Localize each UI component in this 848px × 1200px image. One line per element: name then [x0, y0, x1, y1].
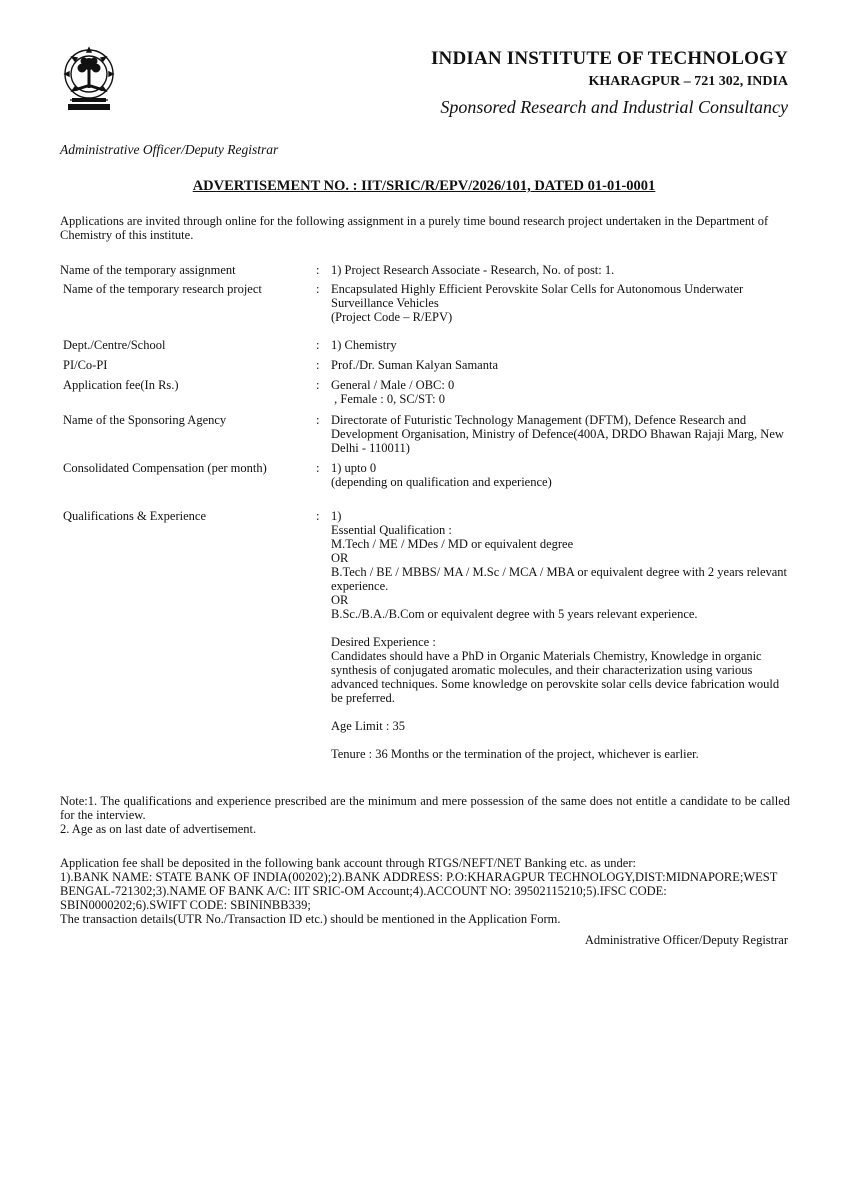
dept-label: Dept./Centre/School — [63, 338, 166, 352]
dept-value: 1) Chemistry — [331, 338, 397, 352]
intro-paragraph: Applications are invited through online for the following assignment in a purely time bound research project undertaken in the Department of Chemistry of this institute. — [60, 214, 769, 242]
or-separator: OR — [331, 551, 349, 565]
qualification-option-2: B.Tech / BE / MBBS/ MA / M.Sc / MCA / MBA or equivalent degree with 2 years relevant experience. — [331, 565, 788, 593]
institute-address: KHARAGPUR – 721 302, INDIA — [588, 74, 788, 89]
advertisement-title — [0, 178, 848, 195]
row-dept — [60, 338, 790, 358]
agency-label: Name of the Sponsoring Agency — [63, 413, 227, 427]
fee-general: General / Male / OBC: 0 — [331, 378, 455, 392]
project-code: (Project Code – R/EPV) — [331, 310, 453, 324]
colon: : — [316, 282, 320, 296]
row-agency — [60, 413, 790, 461]
assignment-label: Name of the temporary assignment — [60, 263, 236, 277]
row-qualifications — [60, 509, 790, 761]
bank-intro: Application fee shall be deposited in the following bank account through RTGS/NEFT/NET Banking etc. as under: — [60, 856, 636, 870]
colon: : — [316, 358, 320, 372]
bank-account-details: 1).BANK NAME: STATE BANK OF INDIA(00202);2).BANK ADDRESS: P.O:KHARAGPUR TECHNOLOGY,DIST:MIDNAPORE;WEST BENGAL-721302;3).NAME OF BANK A/C: IIT SRIC-OM Account;4).ACCOUNT NO: 39502115210;5).IFSC CODE: SBIN0000202;6).SWIFT CODE: SBININBB339; — [60, 870, 778, 912]
compensation-value: 1) upto 0 — [331, 461, 377, 475]
assignment-value: 1) Project Research Associate - Research, No. of post: 1. — [331, 263, 615, 277]
note-1: Note:1. The qualifications and experience prescribed are the minimum and mere possession of the same does not entitle a candidate to be called for the interview. — [60, 794, 790, 822]
qualifications-label: Qualifications & Experience — [63, 509, 206, 523]
institute-name: INDIAN INSTITUTE OF TECHNOLOGY — [430, 48, 788, 69]
note-2: 2. Age as on last date of advertisement. — [60, 822, 257, 836]
advertisement-number: ADVERTISEMENT NO. : IIT/SRIC/R/EPV/2026/101, DATED 01-01-0001 — [192, 178, 656, 194]
colon: : — [316, 378, 320, 392]
colon: : — [316, 263, 320, 277]
details-table — [60, 263, 790, 761]
bank-details — [60, 856, 790, 926]
qualification-number: 1) — [331, 509, 342, 523]
bank-transaction-note: The transaction details(UTR No./Transaction ID etc.) should be mentioned in the Application Form. — [60, 912, 561, 926]
desired-heading: Desired Experience : — [331, 635, 436, 649]
pi-label: PI/Co-PI — [63, 358, 108, 372]
signature: Administrative Officer/Deputy Registrar — [584, 933, 788, 947]
compensation-label: Consolidated Compensation (per month) — [63, 461, 267, 475]
colon: : — [316, 461, 320, 475]
compensation-note: (depending on qualification and experience) — [331, 475, 552, 489]
or-separator: OR — [331, 593, 349, 607]
project-label: Name of the temporary research project — [63, 282, 262, 296]
institute-header — [431, 48, 788, 119]
fee-label: Application fee(In Rs.) — [63, 378, 179, 392]
agency-value: Directorate of Futuristic Technology Management (DFTM), Defence Research and Development Organisation, Ministry of Defence(400A, DRDO Bhawan Rajaji Marg, New Delhi - 110011) — [331, 413, 784, 455]
row-pi — [60, 358, 790, 378]
tenure: Tenure : 36 Months or the termination of the project, whichever is earlier. — [331, 747, 699, 761]
colon: : — [316, 509, 320, 523]
qualification-option-1: M.Tech / ME / MDes / MD or equivalent degree — [331, 537, 574, 551]
row-compensation — [60, 461, 790, 509]
colon: : — [316, 338, 320, 352]
row-project — [60, 282, 790, 338]
colon: : — [316, 413, 320, 427]
desired-experience: Candidates should have a PhD in Organic Materials Chemistry, Knowledge in organic synthesis of conjugated aromatic molecules, and their characterization using various advanced techniques. Some knowledge on perovskite solar cells device fabrication would be preferred. — [331, 649, 780, 705]
pi-value: Prof./Dr. Suman Kalyan Samanta — [331, 358, 498, 372]
notes — [60, 794, 790, 836]
row-assignment — [60, 263, 790, 282]
project-title: Encapsulated Highly Efficient Perovskite Solar Cells for Autonomous Underwater Surveillance Vehicles — [331, 282, 744, 310]
department-name: Sponsored Research and Industrial Consultancy — [440, 97, 788, 117]
age-limit: Age Limit : 35 — [331, 719, 405, 733]
qualification-option-3: B.Sc./B.A./B.Com or equivalent degree with 5 years relevant experience. — [331, 607, 698, 621]
fee-female-scst: , Female : 0, SC/ST: 0 — [331, 392, 445, 406]
row-fee — [60, 378, 790, 413]
issuer: Administrative Officer/Deputy Registrar — [60, 142, 279, 157]
essential-heading: Essential Qualification : — [331, 523, 452, 537]
iit-kharagpur-emblem-icon — [58, 44, 120, 116]
